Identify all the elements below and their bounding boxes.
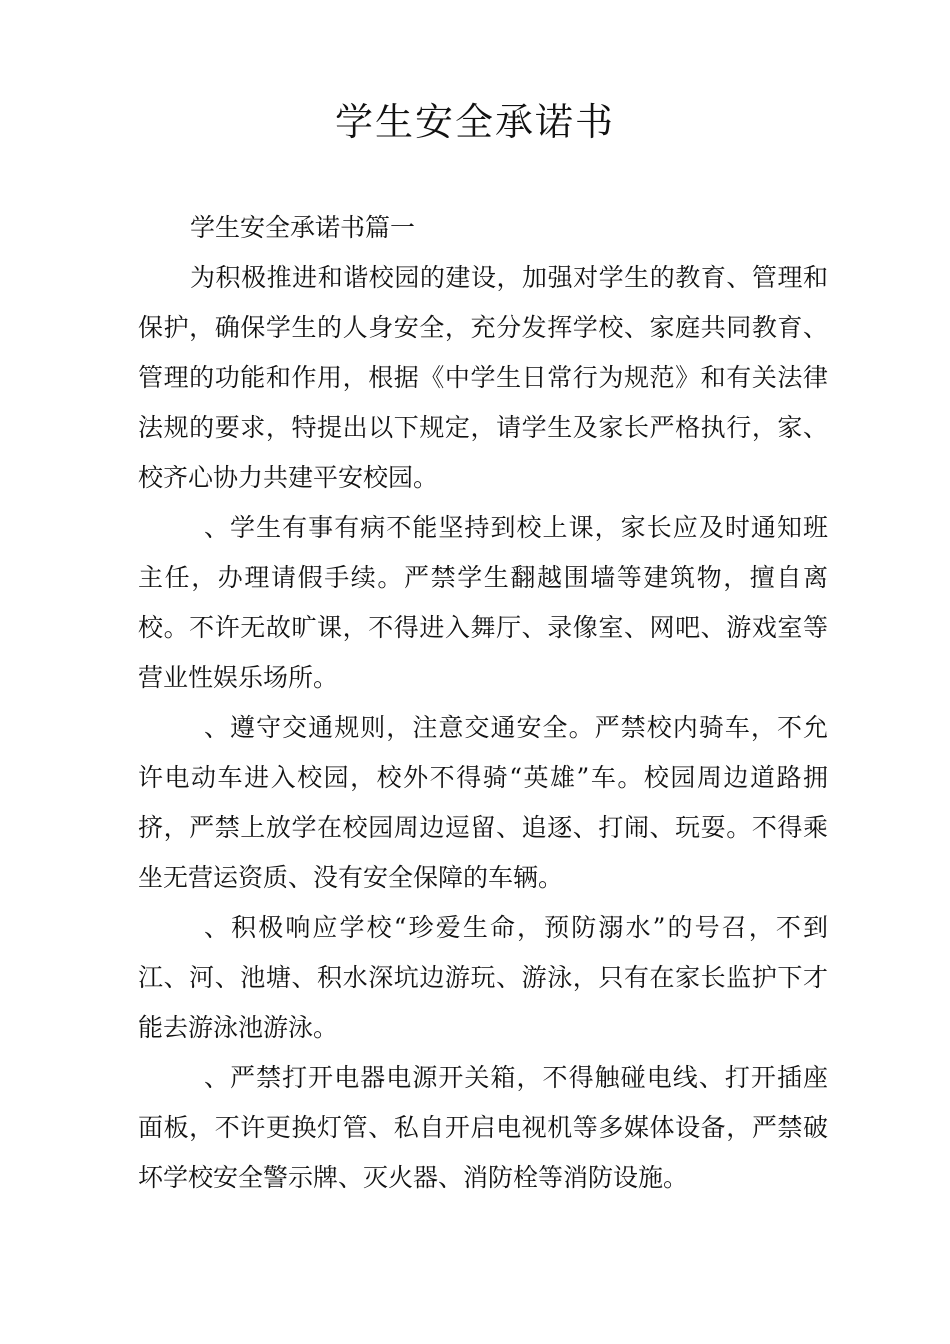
intro-paragraph: 为积极推进和谐校园的建设，加强对学生的教育、管理和保护，确保学生的人身安全，充分发挥学校、家庭共同教育、管理的功能和作用，根据《中学生日常行为规范》和有关法律法规的要求，特提出以下规定，请学生及家长严格执行，家、校齐心协力共建平安校园。 [138, 263, 828, 492]
document-title: 学生安全承诺书 [334, 100, 615, 144]
rule-paragraph-2: 、遵守交通规则，注意交通安全。严禁校内骑车，不允许电动车进入校园，校外不得骑“英雄”车。校园周边道路拥挤，严禁上放学在校园周边逗留、追逐、打闹、玩耍。不得乘坐无营运资质、没有安全保障的车辆。 [138, 713, 828, 892]
rule-paragraph-1: 、学生有事有病不能坚持到校上课，家长应及时通知班主任，办理请假手续。严禁学生翻越围墙等建筑物，擅自离校。不许无故旷课，不得进入舞厅、录像室、网吧、游戏室等营业性娱乐场所。 [138, 513, 828, 692]
rule-paragraph-3: 、积极响应学校“珍爱生命，预防溺水”的号召，不到江、河、池塘、积水深坑边游玩、游泳，只有在家长监护下才能去游泳池游泳。 [138, 913, 828, 1042]
section-subtitle: 学生安全承诺书篇一 [190, 213, 416, 242]
document-body [138, 203, 828, 1203]
rule-paragraph-4: 、严禁打开电器电源开关箱，不得触碰电线、打开插座面板，不许更换灯管、私自开启电视机等多媒体设备，严禁破坏学校安全警示牌、灭火器、消防栓等消防设施。 [138, 1063, 828, 1192]
